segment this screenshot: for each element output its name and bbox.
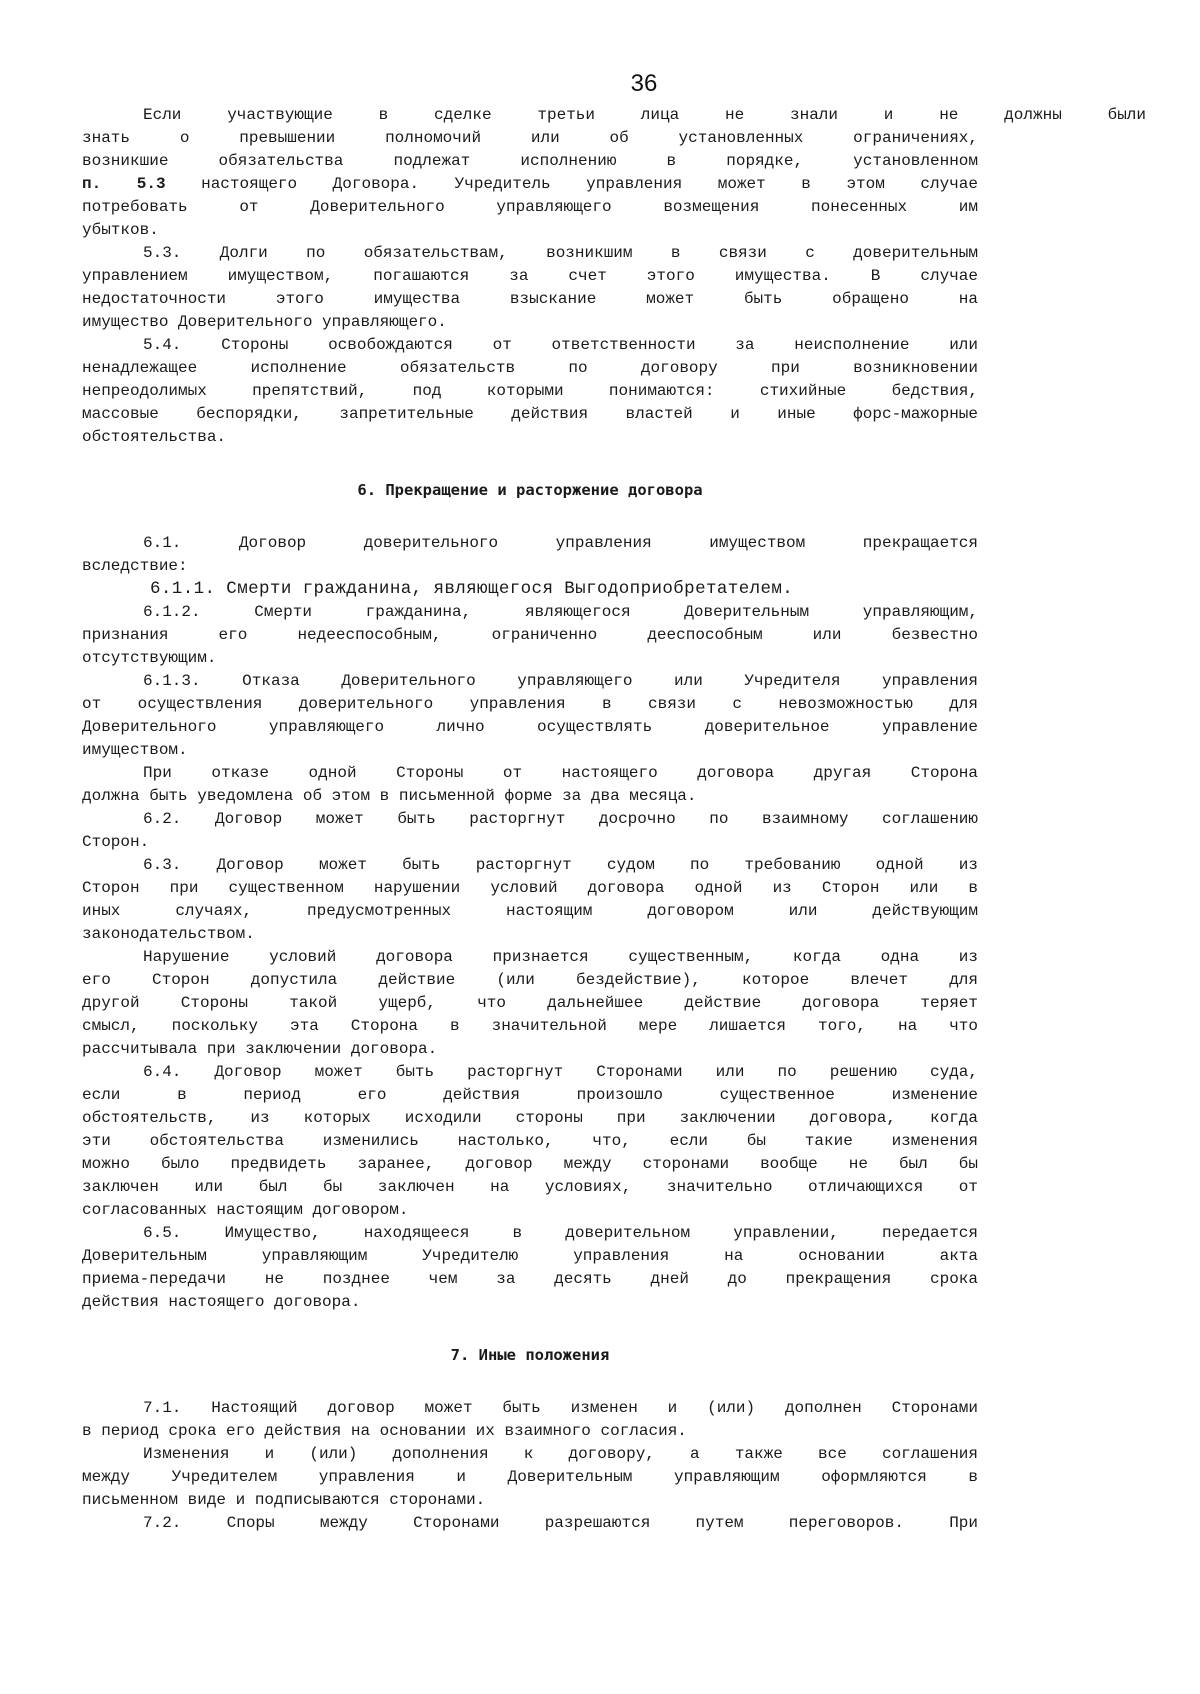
text-line: действия настоящего договора. bbox=[82, 1293, 361, 1311]
text-line: 5.4. Стороны освобождаются от ответственности за неисполнение или bbox=[143, 336, 978, 354]
text-line: в период срока его действия на основании их взаимного согласия. bbox=[82, 1422, 687, 1440]
text-line: 6.5. Имущество, находящееся в доверительном управлении, передается bbox=[143, 1224, 978, 1242]
text-line: заключен или был бы заключен на условиях, значительно отличающихся от bbox=[82, 1178, 978, 1196]
text-line: знать о превышении полномочий или об установленных ограничениях, bbox=[82, 129, 978, 147]
text-line: от осуществления доверительного управления в связи с невозможностью для bbox=[82, 695, 978, 713]
text-line: 6.4. Договор может быть расторгнут Сторонами или по решению суда, bbox=[143, 1063, 978, 1081]
text-line: Нарушение условий договора признается существенным, когда одна из bbox=[143, 948, 978, 966]
text-line: 6.1.3. Отказа Доверительного управляющего или Учредителя управления bbox=[143, 672, 978, 690]
text-line: 5.3. Долги по обязательствам, возникшим в связи с доверительным bbox=[143, 244, 978, 262]
text-line: имуществом. bbox=[82, 741, 188, 759]
text-line: другой Стороны такой ущерб, что дальнейшее действие договора теряет bbox=[82, 994, 978, 1012]
text-line: массовые беспорядки, запретительные действия властей и иные форс-мажорные bbox=[82, 405, 978, 423]
text-line: приема-передачи не позднее чем за десять дней до прекращения срока bbox=[82, 1270, 978, 1288]
text-line: смысл, поскольку эта Сторона в значительной мере лишается того, на что bbox=[82, 1017, 978, 1035]
text-line: обстоятельств, из которых исходили стороны при заключении договора, когда bbox=[82, 1109, 978, 1127]
section-6-body bbox=[82, 532, 982, 1314]
text-line: 6.1.1. Смерти гражданина, являющегося Выгодоприобретателем. bbox=[150, 579, 794, 599]
text-line: возникшие обязательства подлежат исполнению в порядке, установленном bbox=[82, 152, 978, 170]
text-line: его Сторон допустила действие (или бездействие), которое влечет для bbox=[82, 971, 978, 989]
text-line: 7.1. Настоящий договор может быть изменен и (или) дополнен Сторонами bbox=[143, 1399, 978, 1417]
clause-reference: п. 5.3 bbox=[82, 175, 166, 193]
text-line: обстоятельства. bbox=[82, 428, 227, 446]
section-6-heading: 6. Прекращение и расторжение договора bbox=[357, 481, 703, 499]
section-5-continuation bbox=[82, 104, 1146, 449]
text-line: Изменения и (или) дополнения к договору, а также все соглашения bbox=[143, 1445, 978, 1463]
text-line: имущество Доверительного управляющего. bbox=[82, 313, 447, 331]
page-number: 36 bbox=[630, 70, 658, 97]
text-line: При отказе одной Стороны от настоящего договора другая Сторона bbox=[143, 764, 978, 782]
text-line: иных случаях, предусмотренных настоящим договором или действующим bbox=[82, 902, 978, 920]
text-line: п. 5.3 настоящего Договора. Учредитель управления может в этом случае bbox=[82, 175, 978, 193]
text-line: 6.3. Договор может быть расторгнут судом по требованию одной из bbox=[143, 856, 978, 874]
text-line: Доверительным управляющим Учредителю управления на основании акта bbox=[82, 1247, 978, 1265]
text-line: законодательством. bbox=[82, 925, 255, 943]
text-line: 6.2. Договор может быть расторгнут досрочно по взаимному соглашению bbox=[143, 810, 978, 828]
text-line: непреодолимых препятствий, под которыми понимаются: стихийные бедствия, bbox=[82, 382, 978, 400]
text-line: отсутствующим. bbox=[82, 649, 217, 667]
text-line: письменном виде и подписываются сторонами. bbox=[82, 1491, 486, 1509]
text-line: должна быть уведомлена об этом в письменной форме за два месяца. bbox=[82, 787, 697, 805]
text-line: вследствие: bbox=[82, 557, 188, 575]
text-line: Сторон. bbox=[82, 833, 150, 851]
text-line: рассчитывала при заключении договора. bbox=[82, 1040, 438, 1058]
text-line: 7.2. Споры между Сторонами разрешаются путем переговоров. При bbox=[143, 1514, 978, 1532]
text-line: потребовать от Доверительного управляющего возмещения понесенных им bbox=[82, 198, 978, 216]
text-line: убытков. bbox=[82, 221, 159, 239]
text-line: Сторон при существенном нарушении условий договора одной из Сторон или в bbox=[82, 879, 978, 897]
text-line: Доверительного управляющего лично осуществлять доверительное управление bbox=[82, 718, 978, 736]
text-line: 6.1.2. Смерти гражданина, являющегося Доверительным управляющим, bbox=[143, 603, 978, 621]
text-line: если в период его действия произошло существенное изменение bbox=[82, 1086, 978, 1104]
text-line: 6.1. Договор доверительного управления имуществом прекращается bbox=[143, 534, 978, 552]
text-line: недостаточности этого имущества взыскание может быть обращено на bbox=[82, 290, 978, 308]
section-7-body bbox=[82, 1397, 982, 1535]
section-7-heading: 7. Иные положения bbox=[450, 1346, 610, 1364]
text-line: можно было предвидеть заранее, договор между сторонами вообще не был бы bbox=[82, 1155, 978, 1173]
text-line: Если участвующие в сделке третьи лица не знали и не должны были bbox=[143, 106, 1146, 124]
document-body bbox=[82, 104, 1146, 1535]
text-line: признания его недееспособным, ограниченно дееспособным или безвестно bbox=[82, 626, 978, 644]
text-line: ненадлежащее исполнение обязательств по договору при возникновении bbox=[82, 359, 978, 377]
text-line: управлением имуществом, погашаются за счет этого имущества. В случае bbox=[82, 267, 978, 285]
text-line: между Учредителем управления и Доверительным управляющим оформляются в bbox=[82, 1468, 978, 1486]
text-line: согласованных настоящим договором. bbox=[82, 1201, 409, 1219]
text-line: эти обстоятельства изменились настолько, что, если бы такие изменения bbox=[82, 1132, 978, 1150]
